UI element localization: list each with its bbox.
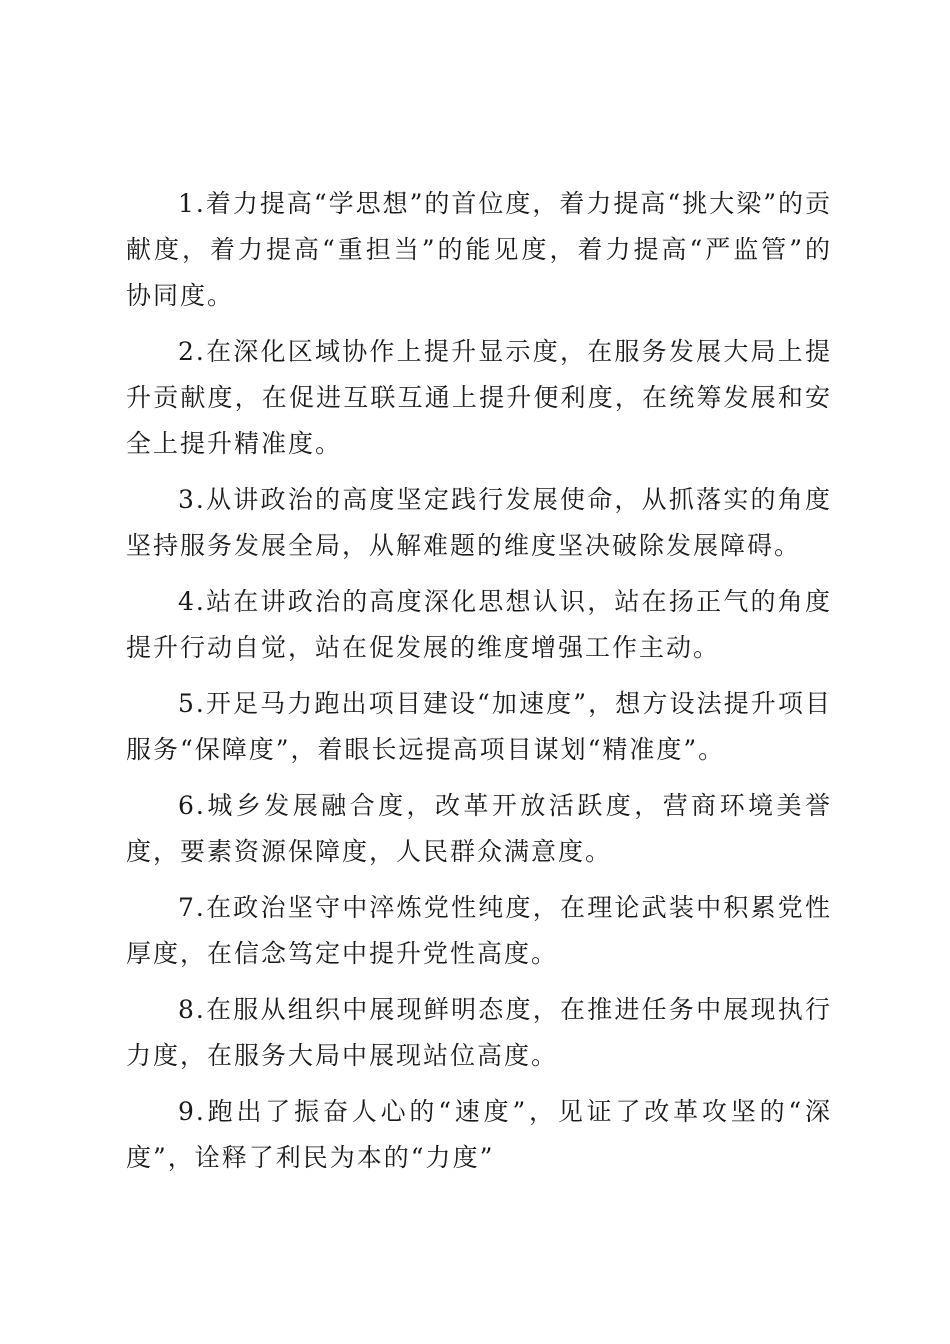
document-body	[126, 181, 832, 1191]
paragraph-8: 8.在服从组织中展现鲜明态度，在推进任务中展现执行力度，在服务大局中展现站位高度。	[126, 995, 832, 1070]
paragraph-9: 9.跑出了振奋人心的“速度”，见证了改革攻坚的“深度”，诠释了利民为本的“力度”	[126, 1097, 832, 1172]
paragraph-3: 3.从讲政治的高度坚定践行发展使命，从抓落实的角度坚持服务发展全局，从解难题的维度坚决破除发展障碍。	[126, 485, 832, 560]
paragraph-6: 6.城乡发展融合度，改革开放活跃度，营商环境美誉度，要素资源保障度，人民群众满意度。	[126, 791, 832, 866]
paragraph-1: 1.着力提高“学思想”的首位度，着力提高“挑大梁”的贡献度，着力提高“重担当”的能见度，着力提高“严监管”的协同度。	[126, 189, 832, 310]
paragraph-7: 7.在政治坚守中淬炼党性纯度，在理论武装中积累党性厚度，在信念笃定中提升党性高度。	[126, 893, 832, 968]
paragraph-2: 2.在深化区域协作上提升显示度，在服务发展大局上提升贡献度，在促进互联互通上提升便利度，在统筹发展和安全上提升精准度。	[126, 337, 832, 458]
paragraph-5: 5.开足马力跑出项目建设“加速度”，想方设法提升项目服务“保障度”，着眼长远提高项目谋划“精准度”。	[126, 689, 832, 764]
paragraph-4: 4.站在讲政治的高度深化思想认识，站在扬正气的角度提升行动自觉，站在促发展的维度增强工作主动。	[126, 587, 832, 662]
